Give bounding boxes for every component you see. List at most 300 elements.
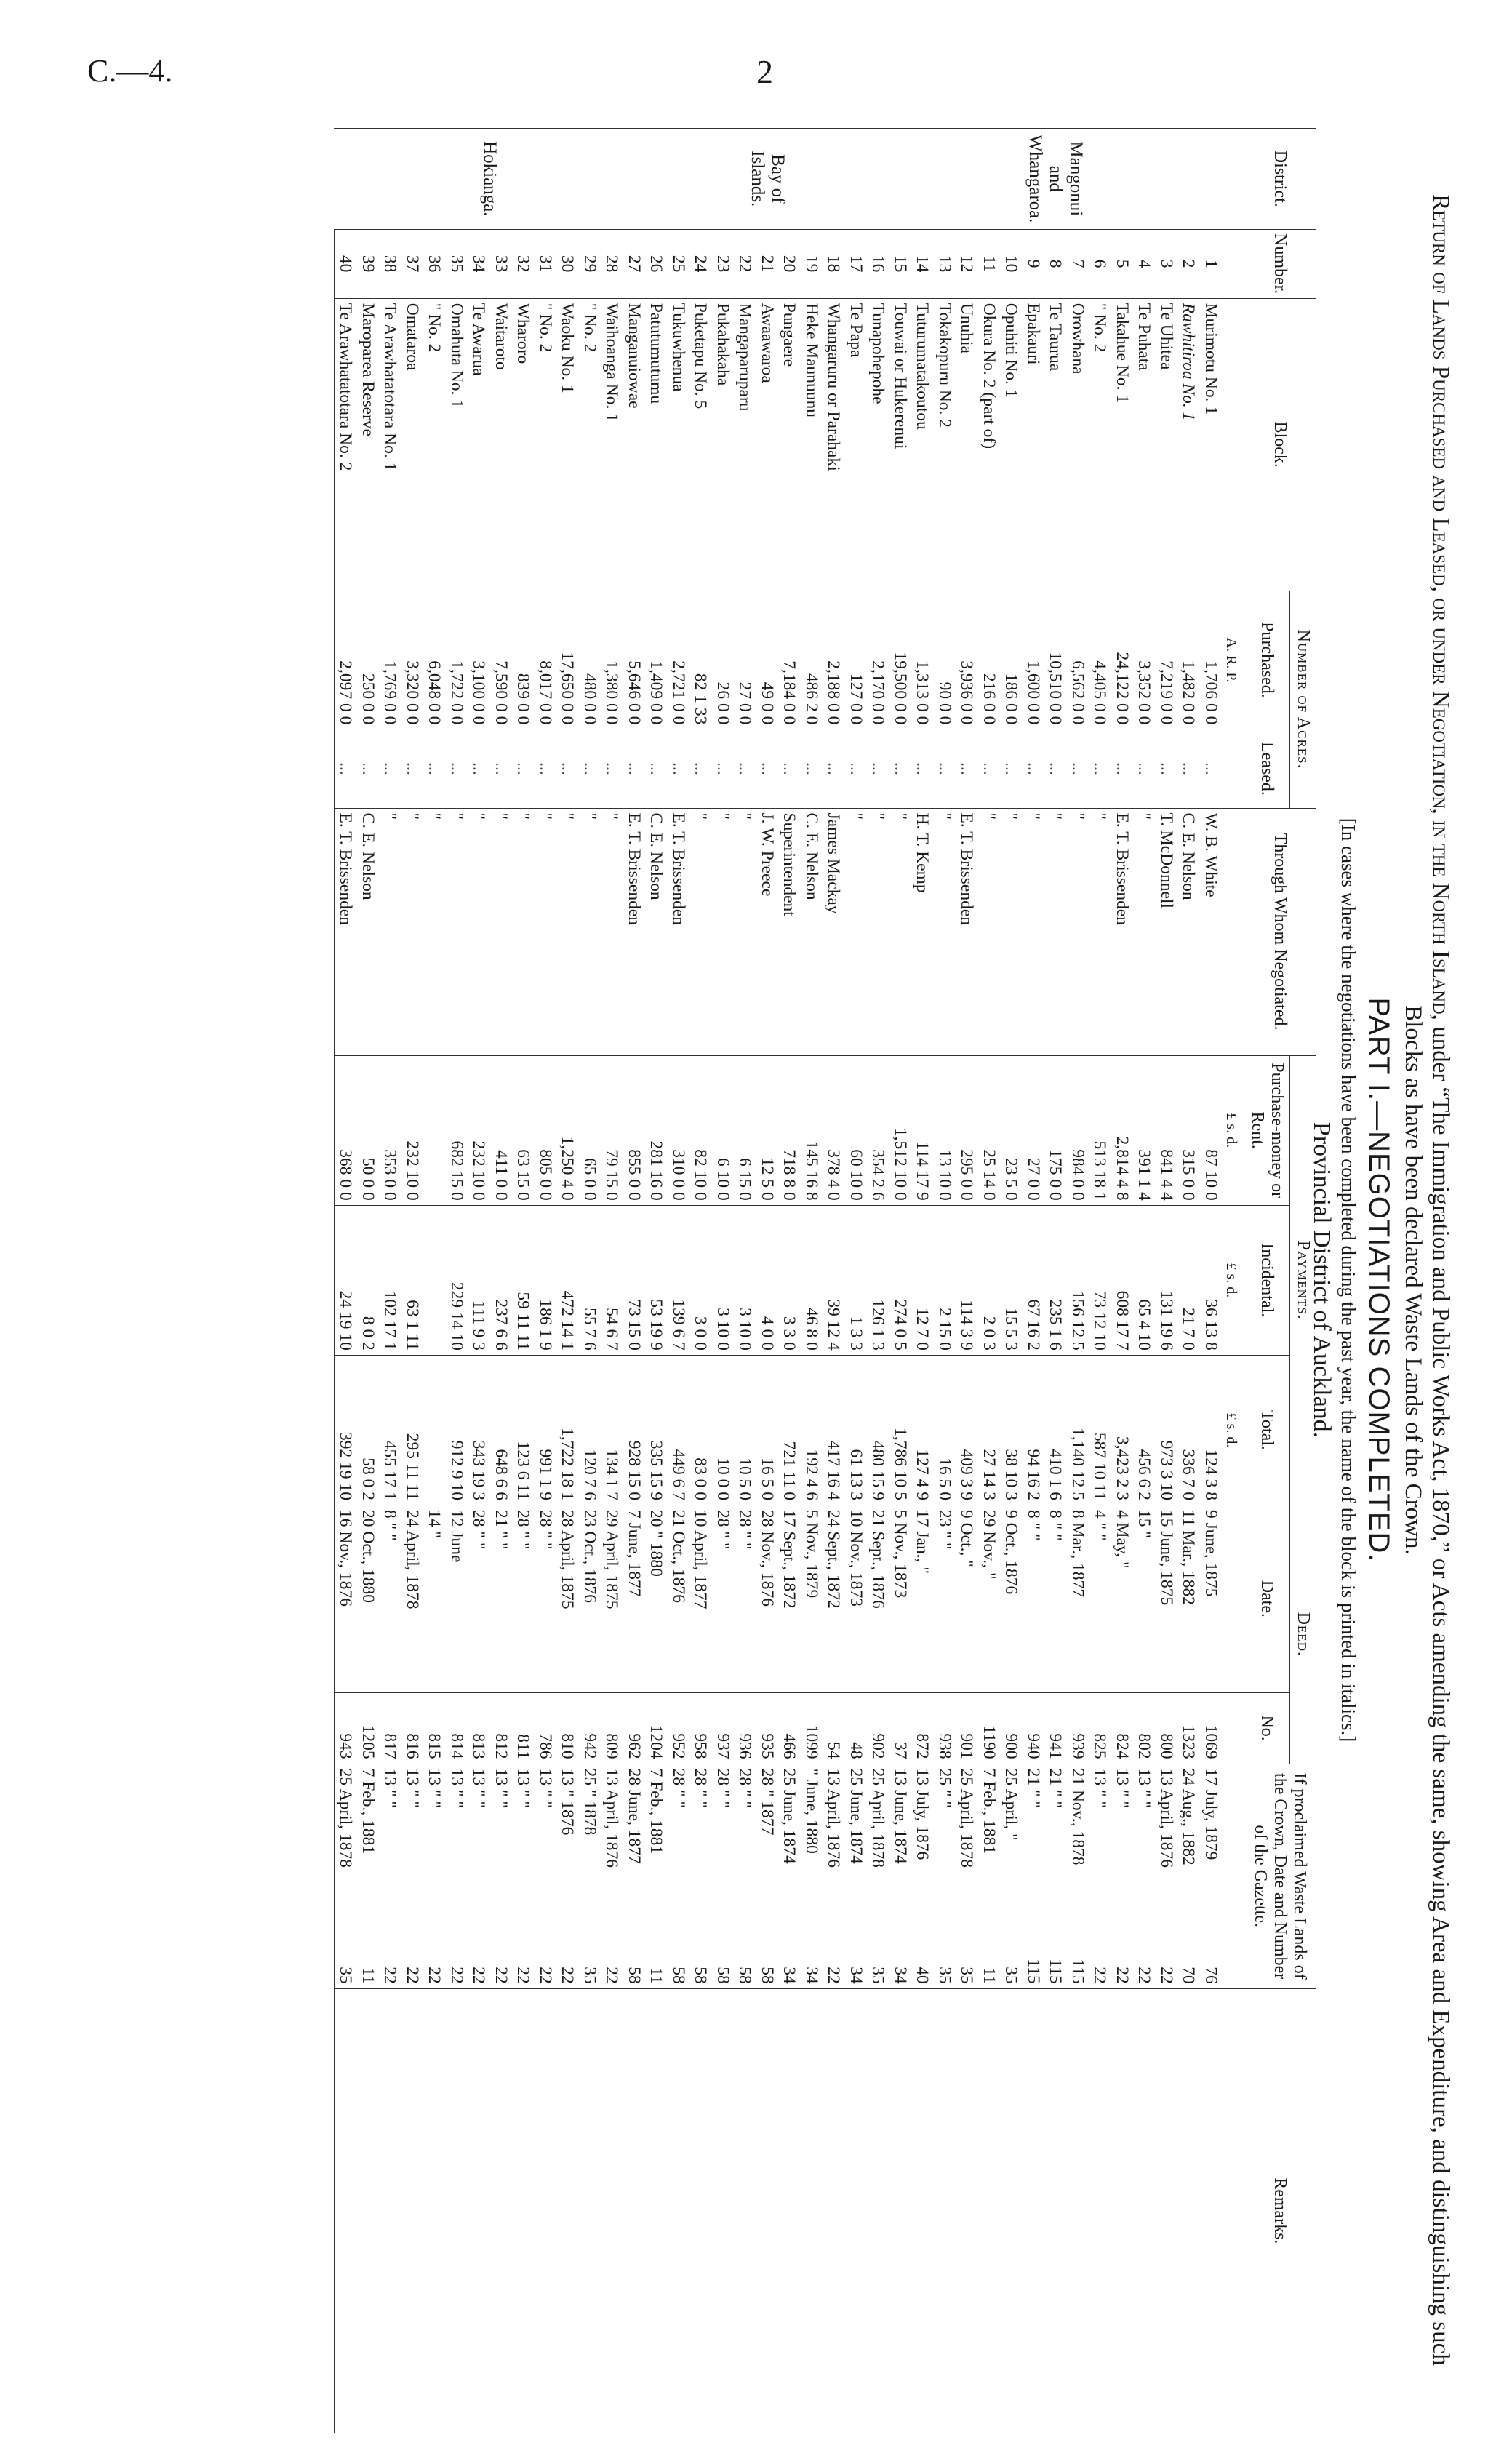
- incidental: 139 6 7: [668, 1205, 690, 1355]
- purchase-money: 6 10 0: [712, 1055, 735, 1205]
- acres-leased: ...: [645, 729, 668, 808]
- row-number: 16: [867, 229, 889, 298]
- incidental: 67 16 2: [1023, 1205, 1045, 1355]
- row-number: 11: [978, 229, 1001, 298]
- table-row: [468, 129, 490, 2433]
- gazette-date: 28 " " 58: [734, 1764, 756, 1988]
- row-number: 33: [490, 229, 513, 298]
- total: 134 1 7: [601, 1355, 623, 1505]
- col-number: Number.: [1244, 229, 1316, 298]
- gazette-date: 7 Feb., 1881 11: [978, 1764, 1001, 1988]
- block-name: Murimotu No. 1: [1200, 298, 1223, 591]
- deed-number: 1323: [1177, 1692, 1200, 1764]
- negotiated-by: J. W. Preece: [756, 808, 779, 1055]
- row-number: 28: [601, 229, 623, 298]
- gazette-number: 22: [403, 1967, 422, 1984]
- gazette-number: 22: [425, 1967, 444, 1984]
- acres-leased: ...: [734, 729, 756, 808]
- acres-leased: ...: [689, 729, 712, 808]
- remarks-cell: [1089, 1988, 1111, 2433]
- deed-number: 936: [734, 1692, 756, 1764]
- remarks-cell: [379, 1988, 401, 2433]
- gazette-number: 115: [1024, 1959, 1043, 1984]
- total: 94 16 2: [1023, 1355, 1045, 1505]
- acres-purchased: 480 0 0: [579, 591, 601, 729]
- deed-date: 21 " ": [490, 1505, 513, 1693]
- deed-date: 8 Mar., 1877: [1067, 1505, 1089, 1693]
- incidental: 15 5 3: [1000, 1205, 1023, 1355]
- remarks-cell: [556, 1988, 579, 2433]
- negotiated-by: ": [401, 808, 424, 1055]
- row-number: 37: [401, 229, 424, 298]
- acres-purchased: 10,510 0 0: [1044, 591, 1067, 729]
- purchase-money: 295 0 0: [956, 1055, 978, 1205]
- purchase-money: 281 16 0: [645, 1055, 668, 1205]
- table-row: [623, 129, 646, 2433]
- incidental: 73 15 0: [623, 1205, 646, 1355]
- incidental: 63 1 11: [401, 1205, 424, 1355]
- gazette-number: 34: [802, 1967, 821, 1984]
- total: 83 0 0: [689, 1355, 712, 1505]
- gazette-number: 115: [1068, 1959, 1087, 1984]
- negotiated-by: ": [712, 808, 735, 1055]
- acres-leased: ...: [1023, 729, 1045, 808]
- block-name: " No. 2: [1089, 298, 1111, 591]
- col-district: District.: [1244, 129, 1316, 230]
- negotiated-by: ": [579, 808, 601, 1055]
- acres-purchased: 19,500 0 0: [889, 591, 912, 729]
- row-number: 38: [379, 229, 401, 298]
- deed-number: 466: [778, 1692, 801, 1764]
- purchase-money: 411 0 0: [490, 1055, 513, 1205]
- total: 58 0 2: [357, 1355, 380, 1505]
- purchase-money: 682 15 0: [446, 1055, 468, 1205]
- acres-purchased: 2,097 0 0: [335, 591, 357, 729]
- purchase-money: 25 14 0: [978, 1055, 1001, 1205]
- acres-purchased: 17,650 0 0: [556, 591, 579, 729]
- purchase-money: 984 0 0: [1067, 1055, 1089, 1205]
- remarks-cell: [1000, 1988, 1023, 2433]
- block-name: Tunapohepohe: [867, 298, 889, 591]
- total: 335 15 9: [645, 1355, 668, 1505]
- deed-number: 942: [579, 1692, 601, 1764]
- total: 417 16 4: [823, 1355, 845, 1505]
- row-number: 27: [623, 229, 646, 298]
- deed-date: 23 " ": [934, 1505, 956, 1693]
- purchase-money: 87 10 0: [1200, 1055, 1223, 1205]
- deed-number: 1205: [357, 1692, 380, 1764]
- incidental: 3 10 0: [712, 1205, 735, 1355]
- table-row: [1156, 129, 1178, 2433]
- page-number: 2: [756, 53, 773, 90]
- gazette-date: 17 July, 1879 76: [1200, 1764, 1223, 1988]
- acres-leased: ...: [934, 729, 956, 808]
- total: 120 7 6: [579, 1355, 601, 1505]
- incidental: 472 14 1: [556, 1205, 579, 1355]
- block-name: Mangaparuparu: [734, 298, 756, 591]
- gazette-date: 13 July, 1876 40: [911, 1764, 934, 1988]
- table-row: [823, 129, 845, 2433]
- incidental: 126 1 3: [867, 1205, 889, 1355]
- row-number: 14: [911, 229, 934, 298]
- col-total: Total.: [1244, 1355, 1290, 1505]
- units-incidental: £ s. d.: [1222, 1205, 1244, 1355]
- gazette-date: 25 April, 1878 35: [867, 1764, 889, 1988]
- remarks-cell: [1044, 1988, 1067, 2433]
- acres-leased: ...: [1111, 729, 1134, 808]
- incidental: 1 3 3: [845, 1205, 868, 1355]
- deed-number: 1204: [645, 1692, 668, 1764]
- row-number: 35: [446, 229, 468, 298]
- gazette-date: 13 " " 22: [379, 1764, 401, 1988]
- acres-purchased: 250 0 0: [357, 591, 380, 729]
- deed-date: 10 April, 1877: [689, 1505, 712, 1693]
- purchase-money: 63 15 0: [512, 1055, 535, 1205]
- acres-leased: ...: [1156, 729, 1178, 808]
- deed-number: 824: [1111, 1692, 1134, 1764]
- total: [423, 1355, 446, 1505]
- total: 480 15 9: [867, 1355, 889, 1505]
- col-deed: Deed.: [1290, 1505, 1316, 1764]
- gazette-date: 13 " " 22: [423, 1764, 446, 1988]
- incidental: 54 6 7: [601, 1205, 623, 1355]
- incidental: 3 10 0: [734, 1205, 756, 1355]
- block-name: Pukahakaha: [712, 298, 735, 591]
- total: 456 6 2: [1133, 1355, 1156, 1505]
- gazette-number: 35: [957, 1967, 977, 1984]
- gazette-number: 22: [1090, 1967, 1110, 1984]
- deed-date: 4 " ": [1089, 1505, 1111, 1693]
- total: 16 5 0: [934, 1355, 956, 1505]
- gazette-date: 28 " " 58: [712, 1764, 735, 1988]
- remarks-cell: [934, 1988, 956, 2433]
- acres-purchased: 186 0 0: [1000, 591, 1023, 729]
- acres-purchased: 2,188 0 0: [823, 591, 845, 729]
- deed-number: 814: [446, 1692, 468, 1764]
- district-title: Provincial District of Auckland.: [1308, 1121, 1335, 1439]
- total: 127 4 9: [911, 1355, 934, 1505]
- total: 3,423 2 3: [1111, 1355, 1134, 1505]
- acres-leased: ...: [1200, 729, 1223, 808]
- purchase-money: 60 10 0: [845, 1055, 868, 1205]
- acres-purchased: 7,184 0 0: [778, 591, 801, 729]
- total: 1,140 12 5: [1067, 1355, 1089, 1505]
- negotiated-by: ": [1044, 808, 1067, 1055]
- negotiated-by: ": [1000, 808, 1023, 1055]
- purchase-money: 310 0 0: [668, 1055, 690, 1205]
- acres-leased: ...: [335, 729, 357, 808]
- deed-date: 9 Oct., 1876: [1000, 1505, 1023, 1693]
- purchase-money: 23 5 0: [1000, 1055, 1023, 1205]
- total: 38 10 3: [1000, 1355, 1023, 1505]
- acres-purchased: 3,100 0 0: [468, 591, 490, 729]
- block-name: Waoku No. 1: [556, 298, 579, 591]
- gazette-number: 22: [513, 1967, 533, 1984]
- gazette-date: 28 " 1877 58: [756, 1764, 779, 1988]
- deed-number: 812: [490, 1692, 513, 1764]
- purchase-money: 315 0 0: [1177, 1055, 1200, 1205]
- deed-date: 8 " ": [379, 1505, 401, 1693]
- acres-leased: ...: [889, 729, 912, 808]
- row-number: 32: [512, 229, 535, 298]
- incidental: 8 0 2: [357, 1205, 380, 1355]
- remarks-cell: [756, 1988, 779, 2433]
- acres-leased: ...: [1000, 729, 1023, 808]
- remarks-cell: [1111, 1988, 1134, 2433]
- deed-date: 28 Nov., 1876: [756, 1505, 779, 1693]
- return-title-rest: under “The Immigration and Public Works Act, 1870,” or Acts amending the same, showing Area and Expenditure, and distinguishing such Blocks as have been declared Waste Lands of the Crown.: [1400, 1005, 1454, 2366]
- negotiated-by: ": [446, 808, 468, 1055]
- gazette-number: 35: [1001, 1967, 1021, 1984]
- gazette-number: 22: [447, 1967, 466, 1984]
- gazette-date: 13 " " 22: [1089, 1764, 1111, 1988]
- total: 928 15 0: [623, 1355, 646, 1505]
- row-number: 6: [1089, 229, 1111, 298]
- remarks-cell: [468, 1988, 490, 2433]
- total: 587 10 11: [1089, 1355, 1111, 1505]
- table-row: [601, 129, 623, 2433]
- deed-number: 902: [867, 1692, 889, 1764]
- deed-number: 901: [956, 1692, 978, 1764]
- col-purchased: Purchased.: [1244, 591, 1290, 729]
- acres-purchased: 1,769 0 0: [379, 591, 401, 729]
- block-name: Touwai or Hukerenui: [889, 298, 912, 591]
- block-name: Tuturumatakoutou: [911, 298, 934, 591]
- block-name: Puketapu No. 5: [689, 298, 712, 591]
- deed-date: 29 April, 1875: [601, 1505, 623, 1693]
- incidental: 237 6 6: [490, 1205, 513, 1355]
- block-name: " No. 2: [535, 298, 557, 591]
- deed-number: 943: [335, 1692, 357, 1764]
- row-number: 36: [423, 229, 446, 298]
- deed-number: 1069: [1200, 1692, 1223, 1764]
- deed-date: 10 Nov., 1873: [845, 1505, 868, 1693]
- title-block: [1308, 124, 1455, 2436]
- gazette-number: 115: [1046, 1959, 1065, 1984]
- purchase-money: 718 8 0: [778, 1055, 801, 1205]
- incidental: 55 7 6: [579, 1205, 601, 1355]
- incidental: 24 19 10: [335, 1205, 357, 1355]
- acres-leased: ...: [978, 729, 1001, 808]
- row-number: 22: [734, 229, 756, 298]
- total: 10 5 0: [734, 1355, 756, 1505]
- remarks-cell: [823, 1988, 845, 2433]
- acres-leased: ...: [623, 729, 646, 808]
- row-number: 31: [535, 229, 557, 298]
- remarks-cell: [911, 1988, 934, 2433]
- col-acres: Number of Acres.: [1290, 591, 1316, 808]
- table-row: [357, 129, 380, 2433]
- deed-number: 940: [1023, 1692, 1045, 1764]
- remarks-cell: [512, 1988, 535, 2433]
- table-body: [335, 129, 1244, 2433]
- table-row: [1067, 129, 1089, 2433]
- gazette-date: 13 " " 22: [535, 1764, 557, 1988]
- negotiated-by: E. T. Brissenden: [668, 808, 690, 1055]
- gazette-date: " June, 1880 34: [801, 1764, 823, 1988]
- block-name: Te Uhitea: [1156, 298, 1178, 591]
- total: 123 6 11: [512, 1355, 535, 1505]
- incidental: 102 17 1: [379, 1205, 401, 1355]
- negotiated-by: T. McDonnell: [1156, 808, 1178, 1055]
- deed-date: 4 May, ": [1111, 1505, 1134, 1693]
- block-name: Whangaruru or Parahaki: [823, 298, 845, 591]
- col-date: Date.: [1244, 1505, 1290, 1693]
- deed-number: 941: [1044, 1692, 1067, 1764]
- block-name: Okura No. 2 (part of): [978, 298, 1001, 591]
- units-purchase: £ s. d.: [1222, 1055, 1244, 1205]
- negotiated-by: ": [556, 808, 579, 1055]
- acres-purchased: 839 0 0: [512, 591, 535, 729]
- deed-number: 872: [911, 1692, 934, 1764]
- deed-date: 8 " ": [1023, 1505, 1045, 1693]
- gazette-date: 21 " " 115: [1023, 1764, 1045, 1988]
- deed-date: 21 Sept., 1876: [867, 1505, 889, 1693]
- acres-leased: ...: [556, 729, 579, 808]
- gazette-date: 13 " " 22: [446, 1764, 468, 1988]
- row-number: 17: [845, 229, 868, 298]
- gazette-date: 13 " " 22: [401, 1764, 424, 1988]
- deed-date: 20 " 1880: [645, 1505, 668, 1693]
- remarks-cell: [867, 1988, 889, 2433]
- remarks-cell: [1133, 1988, 1156, 2433]
- incidental: 46 8 0: [801, 1205, 823, 1355]
- block-name: Maroparea Reserve: [357, 298, 380, 591]
- incidental: 186 1 9: [535, 1205, 557, 1355]
- deed-date: 9 June, 1875: [1200, 1505, 1223, 1693]
- total: 721 11 0: [778, 1355, 801, 1505]
- negotiated-by: Superintendent: [778, 808, 801, 1055]
- row-number: 13: [934, 229, 956, 298]
- table-row: [490, 129, 513, 2433]
- deed-date: 15 June, 1875: [1156, 1505, 1178, 1693]
- incidental: 131 19 6: [1156, 1205, 1178, 1355]
- deed-number: 811: [512, 1692, 535, 1764]
- incidental: 235 1 6: [1044, 1205, 1067, 1355]
- negotiated-by: ": [423, 808, 446, 1055]
- acres-leased: ...: [1067, 729, 1089, 808]
- deed-number: 825: [1089, 1692, 1111, 1764]
- deed-number: 54: [823, 1692, 845, 1764]
- gazette-number: 11: [359, 1967, 377, 1984]
- deed-number: 48: [845, 1692, 868, 1764]
- negotiated-by: ": [535, 808, 557, 1055]
- acres-leased: ...: [468, 729, 490, 808]
- acres-leased: ...: [1089, 729, 1111, 808]
- acres-purchased: 3,320 0 0: [401, 591, 424, 729]
- table-row: [668, 129, 690, 2433]
- row-number: 8: [1044, 229, 1067, 298]
- block-name: Te Arawhatatotara No. 2: [335, 298, 357, 591]
- gazette-number: 22: [1135, 1967, 1154, 1984]
- block-name: Tokakopuru No. 2: [934, 298, 956, 591]
- deed-number: 935: [756, 1692, 779, 1764]
- negotiated-by: ": [601, 808, 623, 1055]
- incidental: 156 12 5: [1067, 1205, 1089, 1355]
- gazette-date: 13 April, 1876 22: [823, 1764, 845, 1988]
- gazette-number: 34: [891, 1967, 910, 1984]
- table-row: [889, 129, 912, 2433]
- purchase-money: 79 15 0: [601, 1055, 623, 1205]
- acres-leased: ...: [579, 729, 601, 808]
- negotiated-by: ": [845, 808, 868, 1055]
- acres-leased: ...: [823, 729, 845, 808]
- acres-leased: ...: [1177, 729, 1200, 808]
- acres-leased: ...: [535, 729, 557, 808]
- col-purchase-money: Purchase-money or Rent.: [1244, 1055, 1290, 1205]
- deed-date: 17 Sept., 1872: [778, 1505, 801, 1693]
- deed-number: 817: [379, 1692, 401, 1764]
- purchase-money: 2,814 4 8: [1111, 1055, 1134, 1205]
- acres-purchased: 1,600 0 0: [1023, 591, 1045, 729]
- deed-date: 17 Jan., ": [911, 1505, 934, 1693]
- total: 455 17 1: [379, 1355, 401, 1505]
- purchase-money: 232 10 0: [468, 1055, 490, 1205]
- remarks-cell: [1067, 1988, 1089, 2433]
- remarks-cell: [1200, 1988, 1223, 2433]
- row-number: 21: [756, 229, 779, 298]
- block-name: Unuhia: [956, 298, 978, 591]
- purchase-money: 13 10 0: [934, 1055, 956, 1205]
- col-block: Block.: [1244, 298, 1316, 591]
- acres-leased: ...: [401, 729, 424, 808]
- negotiated-by: H. T. Kemp: [911, 808, 934, 1055]
- negotiated-by: ": [734, 808, 756, 1055]
- total: 449 6 7: [668, 1355, 690, 1505]
- gazette-number: 58: [713, 1967, 732, 1984]
- negotiated-by: ": [1133, 808, 1156, 1055]
- gazette-number: 70: [1179, 1967, 1199, 1984]
- acres-leased: ...: [911, 729, 934, 808]
- gazette-date: 21 Nov., 1878 115: [1067, 1764, 1089, 1988]
- row-number: 23: [712, 229, 735, 298]
- incidental: 3 3 0: [778, 1205, 801, 1355]
- remarks-cell: [689, 1988, 712, 2433]
- acres-purchased: 216 0 0: [978, 591, 1001, 729]
- col-leased: Leased.: [1244, 729, 1290, 808]
- incidental: 59 11 11: [512, 1205, 535, 1355]
- return-table: [334, 128, 1316, 2433]
- gazette-date: 13 " " 22: [1111, 1764, 1134, 1988]
- acres-purchased: 6,048 0 0: [423, 591, 446, 729]
- negotiated-by: E. T. Brissenden: [1111, 808, 1134, 1055]
- gazette-date: 13 " " 22: [490, 1764, 513, 1988]
- deed-number: 938: [934, 1692, 956, 1764]
- acres-leased: ...: [867, 729, 889, 808]
- negotiated-by: ": [468, 808, 490, 1055]
- block-name: Wharoro: [512, 298, 535, 591]
- table-row: [1133, 129, 1156, 2433]
- acres-purchased: 7,590 0 0: [490, 591, 513, 729]
- block-name: Rawhitiroa No. 1: [1177, 298, 1200, 591]
- purchase-money: 841 4 4: [1156, 1055, 1178, 1205]
- acres-leased: ...: [512, 729, 535, 808]
- gazette-number: 58: [625, 1967, 644, 1984]
- block-name: Te Papa: [845, 298, 868, 591]
- gazette-date: 25 April, " 35: [1000, 1764, 1023, 1988]
- gazette-date: 24 Aug., 1882 70: [1177, 1764, 1200, 1988]
- page-code: C.—4.: [87, 53, 173, 89]
- purchase-money: 513 18 1: [1089, 1055, 1111, 1205]
- deed-number: 809: [601, 1692, 623, 1764]
- negotiated-by: ": [1023, 808, 1045, 1055]
- units-row: [1222, 129, 1244, 2433]
- table-row: [423, 129, 446, 2433]
- deed-number: 802: [1133, 1692, 1156, 1764]
- remarks-cell: [535, 1988, 557, 2433]
- table-row: [756, 129, 779, 2433]
- gazette-number: 58: [758, 1967, 777, 1984]
